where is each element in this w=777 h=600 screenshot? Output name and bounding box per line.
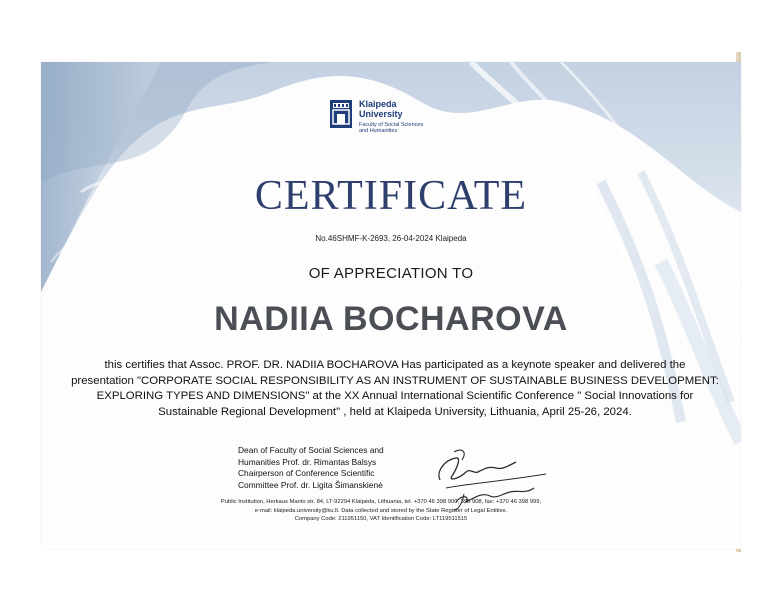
body-line: Sustainable Regional Development" , held at Klaipeda University, Lithuania, April 25-26, 2024. (158, 405, 632, 418)
university-emblem-icon (329, 99, 353, 129)
certificate-sheet (41, 62, 741, 549)
body-line: this certifies that Assoc. PROF. DR. NADIIA BOCHAROVA Has participated as a keynote speaker and delivered the (104, 359, 686, 371)
recipient-name: NADIIA BOCHAROVA (214, 300, 568, 338)
footer-line: e-mail: klaipeda.university@ku.lt. Data collected and stored by the State Register of Legal Entities. (254, 507, 508, 514)
body-line: presentation "CORPORATE SOCIAL RESPONSIBILITY AS AN INSTRUMENT OF SUSTAINABLE BUSINESS DEVELOPMENT: (71, 374, 719, 387)
signatory-line: Chairperson of Conference Scientific (238, 468, 375, 478)
certificate-number: No.46SHMF-K-2693, 26-04-2024 Klaipeda (315, 234, 467, 243)
institution-footer (141, 498, 621, 524)
university-logo (329, 99, 429, 134)
body-line: EXPLORING TYPES AND DIMENSIONS" at the XX Annual International Scientific Conference " Social Innovations for (96, 390, 694, 402)
signatory-line: Dean of Faculty of Social Sciences and (238, 445, 384, 455)
footer-line: Public Institution, Herkaus Manto str. 84, LT-92294 Klaipėda, Lithuania, tel. +370 46 398 900, 398 908, fax: +370 46 398 999, (220, 499, 542, 505)
university-name-line1: Klaipeda (359, 99, 397, 109)
signatory-line: Committee Prof. dr. Ligita Šimanskienė (238, 479, 383, 490)
signatory-line: Humanities Prof. dr. Rimantas Balsys (238, 456, 377, 467)
certificate-title: CERTIFICATE (254, 173, 528, 219)
university-name-line2: University (359, 109, 403, 119)
certificate-body (65, 358, 725, 420)
faculty-name: Faculty of Social Sciences and Humanities (359, 122, 424, 134)
signatories-block (238, 445, 418, 491)
certificate-subtitle: OF APPRECIATION TO (308, 265, 474, 282)
footer-line: Company Code: 211951150, VAT Identification Code: LT119511515 (294, 516, 468, 522)
